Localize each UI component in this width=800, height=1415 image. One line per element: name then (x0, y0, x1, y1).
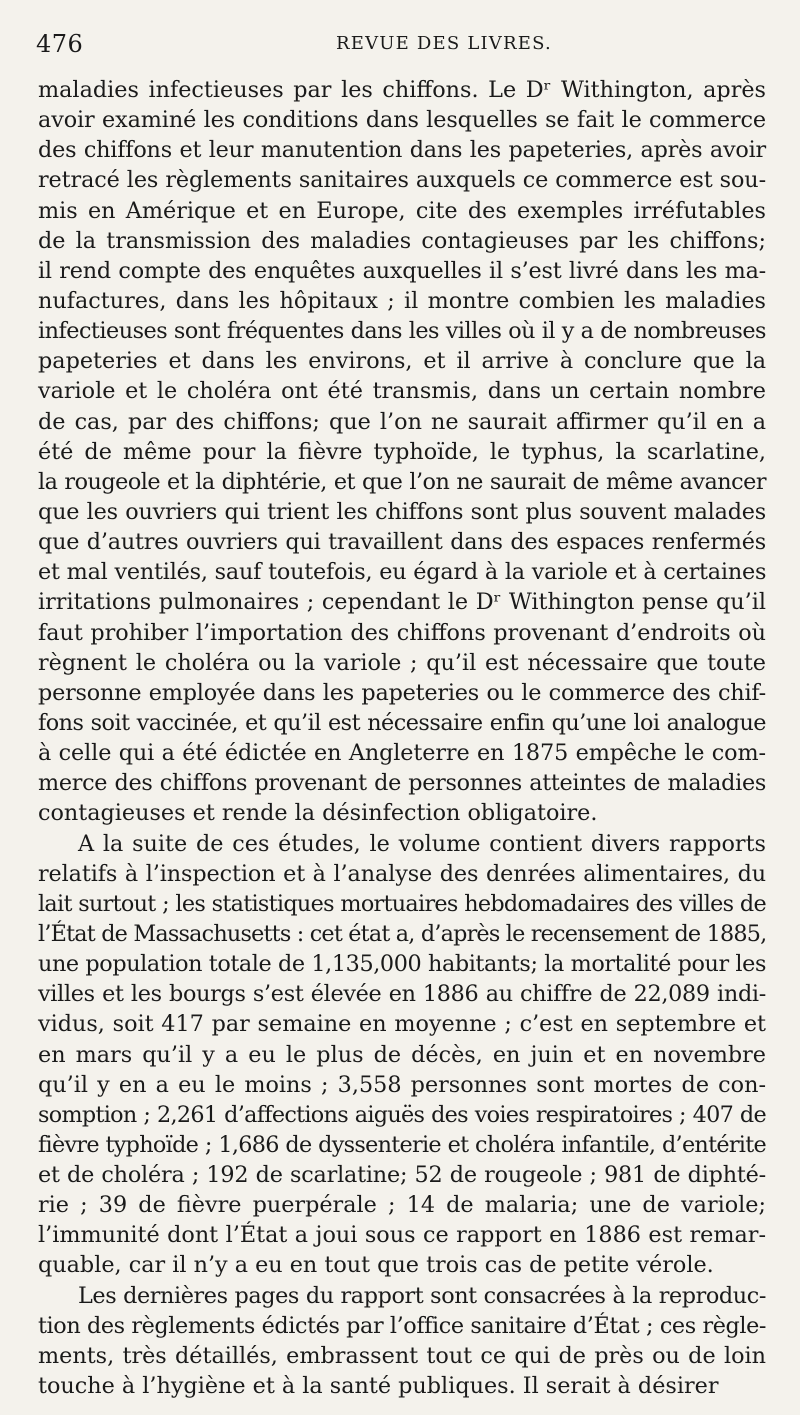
paragraph (38, 829, 766, 1281)
text-line: retracé les règlements sanitaires auxquels ce commerce est sou- (38, 167, 766, 194)
text-line: personne employée dans les papeteries ou le commerce des chif- (38, 679, 766, 706)
text-line: papeteries et dans les environs, et il arrive à conclure que la (38, 348, 766, 375)
text-line: vidus, soit 417 par semaine en moyenne ; c’est en septembre et (38, 1011, 766, 1038)
text-line: en mars qu’il y a eu le plus de décès, en juin et en novembre (38, 1041, 766, 1068)
text-line: que les ouvriers qui trient les chiffons sont plus souvent malades (38, 498, 766, 525)
text-line: été de même pour la fièvre typhoïde, le typhus, la scarlatine, (38, 438, 766, 465)
text-line: somption ; 2,261 d’affections aiguës des voies respiratoires ; 407 de (38, 1101, 766, 1128)
text-line: contagieuses et rende la désinfection obligatoire. (38, 800, 598, 827)
text-line: quable, car il n’y a eu en tout que trois cas de petite vérole. (38, 1252, 714, 1279)
text-line: avoir examiné les conditions dans lesquelles se fait le commerce (38, 107, 766, 134)
running-title: REVUE DES LIVRES. (336, 33, 552, 54)
text-line: de cas, par des chiffons; que l’on ne saurait affirmer qu’il en a (38, 408, 766, 435)
text-line: fièvre typhoïde ; 1,686 de dyssenterie et choléra infantile, d’entérite (38, 1131, 766, 1158)
text-line: que d’autres ouvriers qui travaillent dans des espaces renfermés (38, 529, 766, 556)
text-line: merce des chiffons provenant de personnes atteintes de maladies (38, 770, 766, 797)
text-line: A la suite de ces études, le volume contient divers rapports (78, 830, 766, 857)
text-line: de la transmission des maladies contagieuses par les chiffons; (38, 227, 766, 254)
text-line: variole et le choléra ont été transmis, dans un certain nombre (38, 378, 766, 405)
text-line: des chiffons et leur manutention dans les papeteries, après avoir (38, 137, 766, 164)
text-line: la rougeole et la diphtérie, et que l’on ne saurait de même avancer (38, 468, 766, 495)
text-line: infectieuses sont fréquentes dans les villes où il y a de nombreuses (38, 318, 766, 345)
text-line: et mal ventilés, sauf toutefois, eu égard à la variole et à certaines (38, 559, 767, 586)
text-line: irritations pulmonaires ; cependant le Dʳ Withington pense qu’il (38, 589, 766, 616)
text-line: l’immunité dont l’État a joui sous ce rapport en 1886 est remar- (38, 1222, 766, 1249)
page-header (36, 30, 764, 62)
text-line: rie ; 39 de fièvre puerpérale ; 14 de malaria; une de variole; (38, 1192, 766, 1219)
text-line: il rend compte des enquêtes auxquelles il s’est livré dans les ma- (38, 257, 766, 284)
text-line: ments, très détaillés, embrassent tout ce qui de près ou de loin (38, 1342, 766, 1369)
text-line: règnent le choléra ou la variole ; qu’il est nécessaire que toute (38, 649, 766, 676)
text-line: mis en Amérique et en Europe, cite des exemples irréfutables (38, 197, 766, 224)
page-number: 476 (36, 30, 84, 58)
paragraph (38, 1281, 766, 1402)
text-line: fons soit vaccinée, et qu’il est nécessaire enfin qu’une loi analogue (38, 709, 766, 736)
text-line: touche à l’hygiène et à la santé publiques. Il serait à désirer (38, 1373, 719, 1400)
paragraph (38, 75, 766, 829)
text-line: faut prohiber l’importation des chiffons provenant d’endroits où (38, 619, 766, 646)
body-text (38, 75, 766, 1401)
text-line: nufactures, dans les hôpitaux ; il montre combien les maladies (38, 287, 766, 314)
text-line: relatifs à l’inspection et à l’analyse des denrées alimentaires, du (38, 860, 766, 887)
text-line: tion des règlements édictés par l’office sanitaire d’État ; ces règle- (38, 1312, 767, 1339)
text-line: une population totale de 1,135,000 habitants; la mortalité pour les (38, 951, 766, 978)
text-line: Les dernières pages du rapport sont consacrées à la reproduc- (78, 1282, 766, 1309)
text-line: et de choléra ; 192 de scarlatine; 52 de rougeole ; 981 de diphté- (38, 1162, 766, 1189)
text-line: maladies infectieuses par les chiffons. Le Dʳ Withington, après (38, 77, 766, 103)
text-line: qu’il y en a eu le moins ; 3,558 personnes sont mortes de con- (38, 1071, 766, 1098)
text-line: à celle qui a été édictée en Angleterre en 1875 empêche le com- (38, 740, 766, 767)
text-line: l’État de Massachusetts : cet état a, d’après le recensement de 1885, (38, 920, 767, 947)
text-line: villes et les bourgs s’est élevée en 1886 au chiffre de 22,089 indi- (38, 981, 766, 1008)
text-line: lait surtout ; les statistiques mortuaires hebdomadaires des villes de (38, 890, 766, 917)
